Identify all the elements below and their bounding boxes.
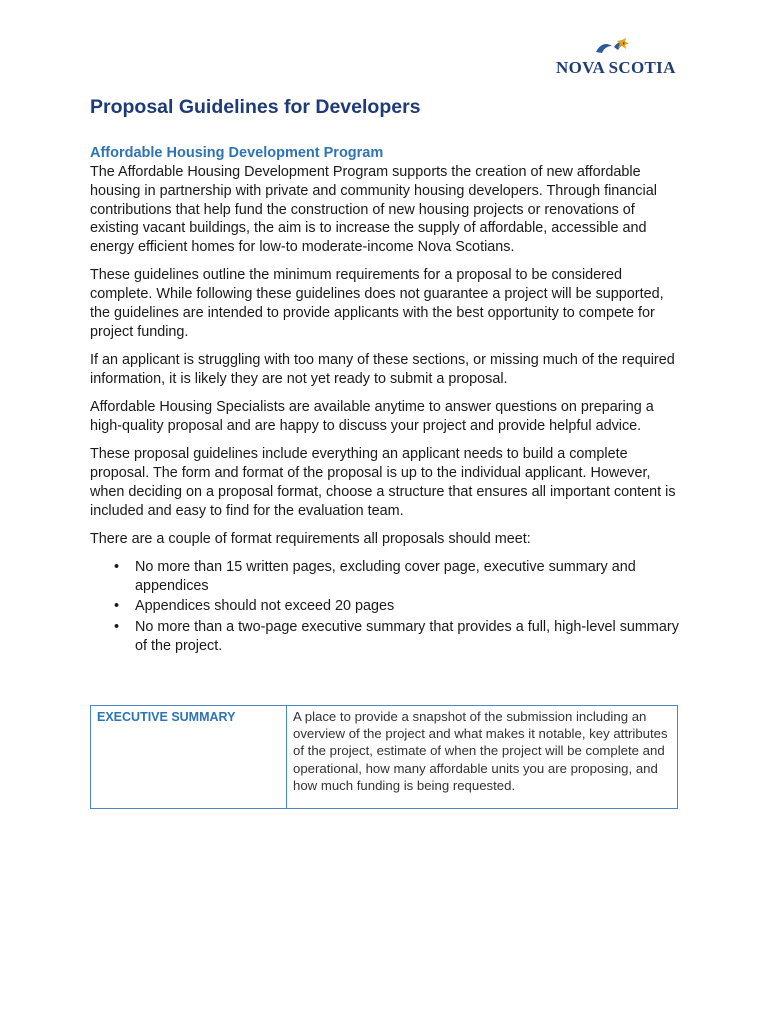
paragraph-specialists: Affordable Housing Specialists are available anytime to answer questions on preparing a high-quality proposal and are happy to discuss your project and provide helpful advice. [90,399,654,435]
logo-wordmark: NOVA SCOTIA [556,58,676,77]
list-item-text: Appendices should not exceed 20 pages [135,598,395,615]
list-item-text: No more than 15 written pages, excluding cover page, executive summary and appendices [135,559,636,595]
executive-summary-table [90,705,678,809]
list-item [90,597,680,616]
table-label-cell [91,706,287,808]
table-label: EXECUTIVE SUMMARY [97,710,236,724]
bullet-icon: • [114,559,120,576]
document-title: Proposal Guidelines for Developers [90,96,421,118]
list-item [90,558,680,596]
table-description: A place to provide a snapshot of the submission including an overview of the project and what makes it notable, key attributes of the project, estimate of when the project will be complete and operational, how many affordable units you are proposing, and how much funding is being requested. [293,709,668,793]
paragraph-readiness: If an applicant is struggling with too many of these sections, or missing much of the required information, it is likely they are not yet ready to submit a proposal. [90,352,675,387]
list-item-text: No more than a two-page executive summary that provides a full, high-level summary of the project. [135,618,679,654]
document-body [90,94,680,657]
list-item [90,618,680,656]
requirements-list [90,558,680,655]
paragraph-format: These proposal guidelines include everything an applicant needs to build a complete proposal. The form and format of the proposal is up to the individual applicant. However, when deciding on a proposal format, choose a structure that ensures all important content is included and easy to find for the evaluation team. [90,446,676,519]
paragraph-requirements-intro: There are a couple of format requirements all proposals should meet: [90,531,531,548]
section-heading: Affordable Housing Development Program [90,145,384,161]
nova-scotia-logo-icon [556,38,678,60]
paragraph-intro: The Affordable Housing Development Program supports the creation of new affordable housing in partnership with private and community housing developers. Through financial contributions that help fund the construction of new housing projects or renovations of existing vacant buildings, the aim is to increase the supply of affordable, accessible and energy efficient homes for low-to moderate-income Nova Scotians. [90,164,657,256]
paragraph-guidelines: These guidelines outline the minimum requirements for a proposal to be considered complete. While following these guidelines does not guarantee a project will be supported, the guidelines are intended to provide applicants with the best opportunity to compete for project funding. [90,267,664,340]
bullet-icon: • [114,598,120,615]
bullet-icon: • [114,618,120,635]
table-description-cell [287,706,677,808]
nova-scotia-logo [556,38,678,80]
